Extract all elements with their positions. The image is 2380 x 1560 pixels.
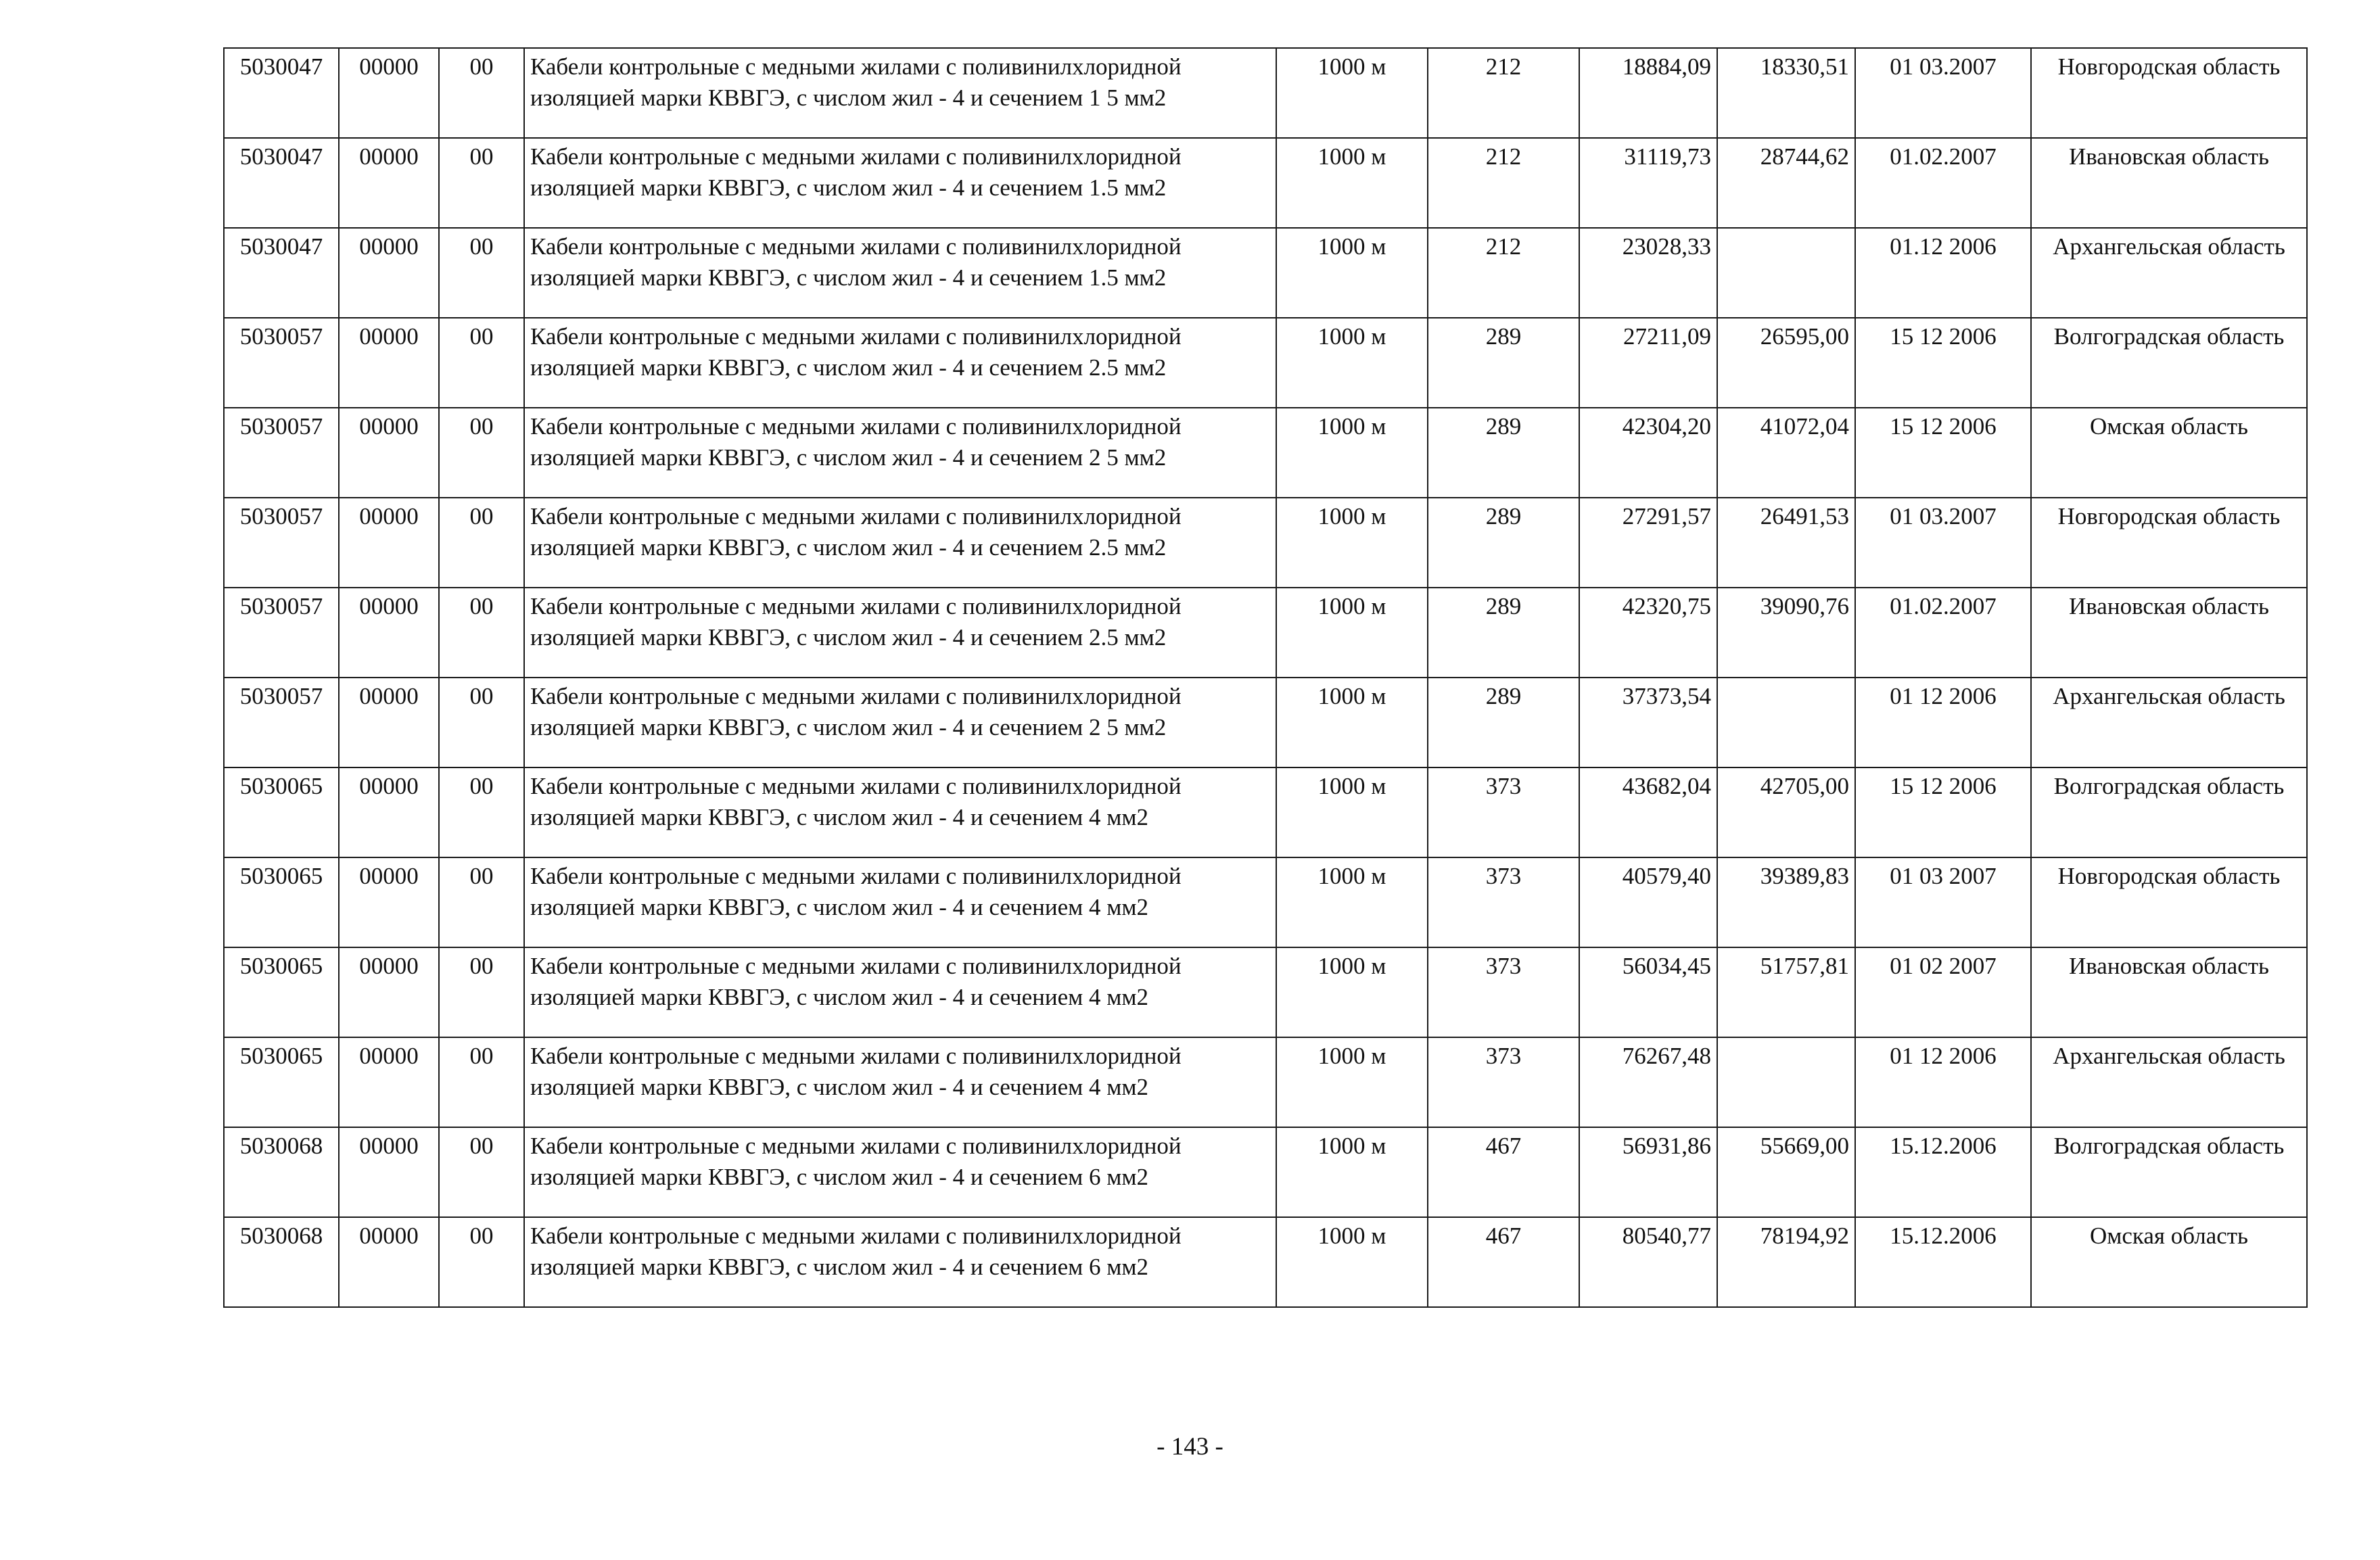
cell-date: 01 03.2007 bbox=[1855, 498, 2031, 588]
cell-date: 01.02.2007 bbox=[1855, 588, 2031, 678]
cell-subcode: 00000 bbox=[339, 947, 439, 1037]
cell-date: 15 12 2006 bbox=[1855, 318, 2031, 408]
cell-quantity: 289 bbox=[1428, 498, 1579, 588]
cell-price-alt: 26491,53 bbox=[1717, 498, 1855, 588]
cell-description: Кабели контрольные с медными жилами с поливинилхлоридной изоляцией марки КВВГЭ, с числом жил - 4 и сечением 6 мм2 bbox=[524, 1217, 1276, 1307]
cell-variant: 00 bbox=[439, 678, 524, 767]
cell-region: Новгородская область bbox=[2031, 857, 2307, 947]
cell-item-code: 5030057 bbox=[224, 678, 339, 767]
cell-unit: 1000 м bbox=[1276, 408, 1428, 498]
table-row bbox=[224, 767, 2307, 857]
table-row bbox=[224, 228, 2307, 318]
cell-price: 31119,73 bbox=[1579, 138, 1717, 228]
cell-price: 80540,77 bbox=[1579, 1217, 1717, 1307]
cell-description: Кабели контрольные с медными жилами с поливинилхлоридной изоляцией марки КВВГЭ, с числом жил - 4 и сечением 2.5 мм2 bbox=[524, 498, 1276, 588]
cell-price: 43682,04 bbox=[1579, 767, 1717, 857]
cell-price: 42320,75 bbox=[1579, 588, 1717, 678]
page-number: - 143 - bbox=[1157, 1433, 1223, 1461]
table-row bbox=[224, 947, 2307, 1037]
cell-price-alt: 41072,04 bbox=[1717, 408, 1855, 498]
cell-price-alt: 26595,00 bbox=[1717, 318, 1855, 408]
cell-item-code: 5030068 bbox=[224, 1127, 339, 1217]
cell-region: Ивановская область bbox=[2031, 588, 2307, 678]
cell-item-code: 5030047 bbox=[224, 138, 339, 228]
cell-price-alt: 55669,00 bbox=[1717, 1127, 1855, 1217]
table-row bbox=[224, 678, 2307, 767]
cell-unit: 1000 м bbox=[1276, 857, 1428, 947]
cell-price: 56931,86 bbox=[1579, 1127, 1717, 1217]
cell-price-alt: 78194,92 bbox=[1717, 1217, 1855, 1307]
cell-unit: 1000 м bbox=[1276, 767, 1428, 857]
cell-subcode: 00000 bbox=[339, 678, 439, 767]
cell-quantity: 373 bbox=[1428, 857, 1579, 947]
cell-subcode: 00000 bbox=[339, 48, 439, 138]
cell-unit: 1000 м bbox=[1276, 1127, 1428, 1217]
cell-item-code: 5030047 bbox=[224, 228, 339, 318]
table-row bbox=[224, 588, 2307, 678]
cell-quantity: 373 bbox=[1428, 947, 1579, 1037]
cell-description: Кабели контрольные с медными жилами с поливинилхлоридной изоляцией марки КВВГЭ, с числом жил - 4 и сечением 1.5 мм2 bbox=[524, 228, 1276, 318]
cell-price-alt: 42705,00 bbox=[1717, 767, 1855, 857]
cell-price-alt bbox=[1717, 1037, 1855, 1127]
cell-quantity: 373 bbox=[1428, 767, 1579, 857]
cell-price-alt: 28744,62 bbox=[1717, 138, 1855, 228]
cell-unit: 1000 м bbox=[1276, 947, 1428, 1037]
cell-quantity: 212 bbox=[1428, 138, 1579, 228]
cell-variant: 00 bbox=[439, 767, 524, 857]
cell-item-code: 5030057 bbox=[224, 318, 339, 408]
cell-price-alt: 39090,76 bbox=[1717, 588, 1855, 678]
cell-region: Ивановская область bbox=[2031, 947, 2307, 1037]
cell-subcode: 00000 bbox=[339, 588, 439, 678]
cell-date: 01 02 2007 bbox=[1855, 947, 2031, 1037]
cell-date: 15 12 2006 bbox=[1855, 408, 2031, 498]
cell-price: 40579,40 bbox=[1579, 857, 1717, 947]
cell-subcode: 00000 bbox=[339, 228, 439, 318]
cell-unit: 1000 м bbox=[1276, 678, 1428, 767]
cell-subcode: 00000 bbox=[339, 1127, 439, 1217]
cell-variant: 00 bbox=[439, 498, 524, 588]
cell-region: Новгородская область bbox=[2031, 498, 2307, 588]
cell-item-code: 5030057 bbox=[224, 588, 339, 678]
cell-price-alt: 39389,83 bbox=[1717, 857, 1855, 947]
cell-quantity: 373 bbox=[1428, 1037, 1579, 1127]
cell-price-alt: 51757,81 bbox=[1717, 947, 1855, 1037]
cell-quantity: 467 bbox=[1428, 1217, 1579, 1307]
cell-date: 15.12.2006 bbox=[1855, 1127, 2031, 1217]
cell-date: 01 03 2007 bbox=[1855, 857, 2031, 947]
cell-subcode: 00000 bbox=[339, 1037, 439, 1127]
cell-item-code: 5030065 bbox=[224, 947, 339, 1037]
cell-unit: 1000 м bbox=[1276, 1217, 1428, 1307]
cell-price: 56034,45 bbox=[1579, 947, 1717, 1037]
cell-subcode: 00000 bbox=[339, 498, 439, 588]
cell-description: Кабели контрольные с медными жилами с поливинилхлоридной изоляцией марки КВВГЭ, с числом жил - 4 и сечением 2.5 мм2 bbox=[524, 318, 1276, 408]
cell-price: 76267,48 bbox=[1579, 1037, 1717, 1127]
cell-description: Кабели контрольные с медными жилами с поливинилхлоридной изоляцией марки КВВГЭ, с числом жил - 4 и сечением 4 мм2 bbox=[524, 1037, 1276, 1127]
cell-price: 23028,33 bbox=[1579, 228, 1717, 318]
cell-item-code: 5030057 bbox=[224, 498, 339, 588]
table-row bbox=[224, 408, 2307, 498]
cell-unit: 1000 м bbox=[1276, 138, 1428, 228]
cell-variant: 00 bbox=[439, 138, 524, 228]
cell-item-code: 5030065 bbox=[224, 767, 339, 857]
table-row bbox=[224, 318, 2307, 408]
cell-quantity: 289 bbox=[1428, 588, 1579, 678]
cell-region: Омская область bbox=[2031, 408, 2307, 498]
cell-region: Новгородская область bbox=[2031, 48, 2307, 138]
table-body bbox=[224, 48, 2307, 1307]
cell-price-alt bbox=[1717, 228, 1855, 318]
cell-unit: 1000 м bbox=[1276, 228, 1428, 318]
cell-item-code: 5030047 bbox=[224, 48, 339, 138]
table-row bbox=[224, 138, 2307, 228]
cell-description: Кабели контрольные с медными жилами с поливинилхлоридной изоляцией марки КВВГЭ, с числом жил - 4 и сечением 4 мм2 bbox=[524, 857, 1276, 947]
cell-item-code: 5030068 bbox=[224, 1217, 339, 1307]
cell-variant: 00 bbox=[439, 318, 524, 408]
cell-quantity: 289 bbox=[1428, 408, 1579, 498]
cell-variant: 00 bbox=[439, 1217, 524, 1307]
table-row bbox=[224, 1037, 2307, 1127]
cell-region: Архангельская область bbox=[2031, 228, 2307, 318]
cell-quantity: 212 bbox=[1428, 228, 1579, 318]
table-row bbox=[224, 857, 2307, 947]
cell-price: 27291,57 bbox=[1579, 498, 1717, 588]
table-row bbox=[224, 1127, 2307, 1217]
cell-variant: 00 bbox=[439, 947, 524, 1037]
cell-subcode: 00000 bbox=[339, 318, 439, 408]
cell-region: Волгоградская область bbox=[2031, 318, 2307, 408]
cell-price: 37373,54 bbox=[1579, 678, 1717, 767]
cell-quantity: 289 bbox=[1428, 318, 1579, 408]
cell-date: 01 12 2006 bbox=[1855, 678, 2031, 767]
cell-description: Кабели контрольные с медными жилами с поливинилхлоридной изоляцией марки КВВГЭ, с числом жил - 4 и сечением 2 5 мм2 bbox=[524, 408, 1276, 498]
cell-quantity: 212 bbox=[1428, 48, 1579, 138]
cell-region: Ивановская область bbox=[2031, 138, 2307, 228]
cell-subcode: 00000 bbox=[339, 767, 439, 857]
cell-region: Архангельская область bbox=[2031, 1037, 2307, 1127]
cell-variant: 00 bbox=[439, 588, 524, 678]
cell-description: Кабели контрольные с медными жилами с поливинилхлоридной изоляцией марки КВВГЭ, с числом жил - 4 и сечением 2 5 мм2 bbox=[524, 678, 1276, 767]
cell-item-code: 5030057 bbox=[224, 408, 339, 498]
cell-subcode: 00000 bbox=[339, 1217, 439, 1307]
cell-date: 01 12 2006 bbox=[1855, 1037, 2031, 1127]
cell-subcode: 00000 bbox=[339, 408, 439, 498]
cell-subcode: 00000 bbox=[339, 857, 439, 947]
cell-unit: 1000 м bbox=[1276, 498, 1428, 588]
table-row bbox=[224, 1217, 2307, 1307]
cell-variant: 00 bbox=[439, 48, 524, 138]
cell-price-alt bbox=[1717, 678, 1855, 767]
cell-date: 01 03.2007 bbox=[1855, 48, 2031, 138]
cell-quantity: 467 bbox=[1428, 1127, 1579, 1217]
cell-variant: 00 bbox=[439, 1127, 524, 1217]
cell-description: Кабели контрольные с медными жилами с поливинилхлоридной изоляцией марки КВВГЭ, с числом жил - 4 и сечением 4 мм2 bbox=[524, 947, 1276, 1037]
cell-description: Кабели контрольные с медными жилами с поливинилхлоридной изоляцией марки КВВГЭ, с числом жил - 4 и сечением 4 мм2 bbox=[524, 767, 1276, 857]
cell-date: 01.12 2006 bbox=[1855, 228, 2031, 318]
cell-region: Архангельская область bbox=[2031, 678, 2307, 767]
price-table bbox=[223, 47, 2308, 1308]
cell-description: Кабели контрольные с медными жилами с поливинилхлоридной изоляцией марки КВВГЭ, с числом жил - 4 и сечением 2.5 мм2 bbox=[524, 588, 1276, 678]
cell-region: Волгоградская область bbox=[2031, 1127, 2307, 1217]
cell-unit: 1000 м bbox=[1276, 318, 1428, 408]
cell-item-code: 5030065 bbox=[224, 857, 339, 947]
cell-unit: 1000 м bbox=[1276, 588, 1428, 678]
cell-variant: 00 bbox=[439, 228, 524, 318]
cell-description: Кабели контрольные с медными жилами с поливинилхлоридной изоляцией марки КВВГЭ, с числом жил - 4 и сечением 6 мм2 bbox=[524, 1127, 1276, 1217]
cell-quantity: 289 bbox=[1428, 678, 1579, 767]
table-row bbox=[224, 48, 2307, 138]
cell-date: 01.02.2007 bbox=[1855, 138, 2031, 228]
cell-region: Волгоградская область bbox=[2031, 767, 2307, 857]
cell-date: 15 12 2006 bbox=[1855, 767, 2031, 857]
cell-variant: 00 bbox=[439, 857, 524, 947]
cell-price-alt: 18330,51 bbox=[1717, 48, 1855, 138]
cell-price: 42304,20 bbox=[1579, 408, 1717, 498]
table-row bbox=[224, 498, 2307, 588]
cell-description: Кабели контрольные с медными жилами с поливинилхлоридной изоляцией марки КВВГЭ, с числом жил - 4 и сечением 1.5 мм2 bbox=[524, 138, 1276, 228]
cell-variant: 00 bbox=[439, 1037, 524, 1127]
cell-price: 18884,09 bbox=[1579, 48, 1717, 138]
cell-variant: 00 bbox=[439, 408, 524, 498]
cell-subcode: 00000 bbox=[339, 138, 439, 228]
cell-description: Кабели контрольные с медными жилами с поливинилхлоридной изоляцией марки КВВГЭ, с числом жил - 4 и сечением 1 5 мм2 bbox=[524, 48, 1276, 138]
cell-region: Омская область bbox=[2031, 1217, 2307, 1307]
cell-unit: 1000 м bbox=[1276, 1037, 1428, 1127]
cell-price: 27211,09 bbox=[1579, 318, 1717, 408]
cell-date: 15.12.2006 bbox=[1855, 1217, 2031, 1307]
cell-unit: 1000 м bbox=[1276, 48, 1428, 138]
cell-item-code: 5030065 bbox=[224, 1037, 339, 1127]
